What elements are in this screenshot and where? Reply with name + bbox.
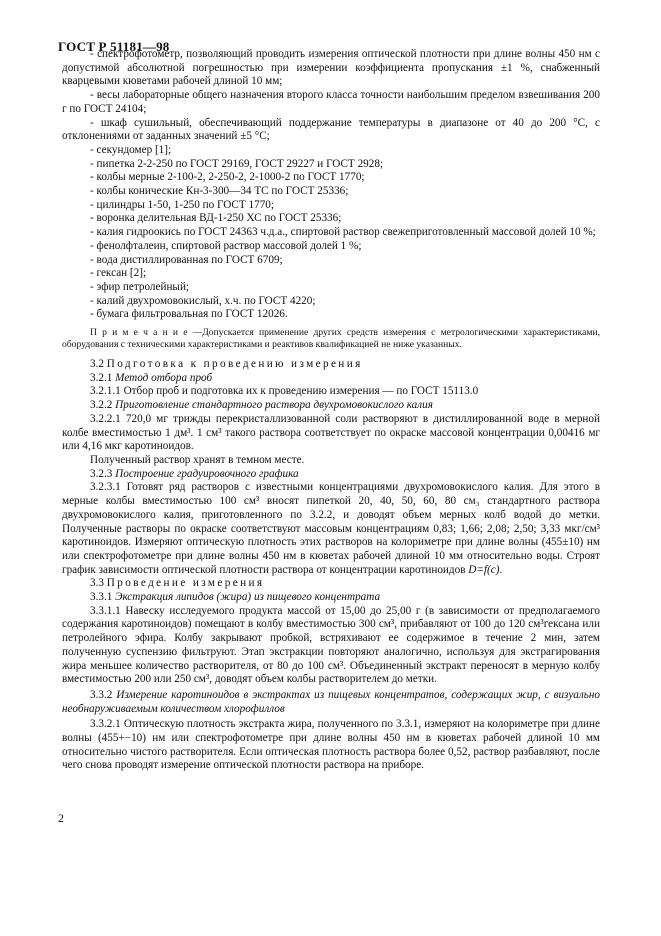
list-item: - колбы мерные 2-100-2, 2-250-2, 2-1000-2 по ГОСТ 1770; (90, 171, 365, 184)
subsection-number: 3.3.2 (90, 688, 117, 701)
subsection-number: 3.2.3 (90, 467, 116, 480)
note-label: П р и м е ч а н и е (90, 327, 188, 339)
section-title: Проведение измерения (106, 577, 265, 590)
subsection-heading-3-2-1 (62, 372, 600, 386)
subsection-title: Метод отбора проб (115, 371, 213, 384)
subsection-title: Построение градуировочного графика (115, 467, 299, 480)
equipment-list (62, 48, 600, 322)
paragraph-end: . (499, 563, 503, 576)
subsection-title: Приготовление стандартного раствора двухромовокислого калия (115, 399, 433, 412)
note-text: —Допускается применение других средств измерения с метрологическими характеристиками, оборудования с техническими характеристиками и реактивов квалификацией не ниже указанных. (62, 327, 601, 350)
subsection-title: Измерение каротиноидов в экстрактах из пищевых концентратов, содержащих жир, с визуально необнаруживаемым количеством хлорофиллов (62, 688, 600, 715)
list-item: - вода дистиллированная по ГОСТ 6709; (90, 253, 283, 266)
list-item: - шкаф сушильный, обеспечивающий поддержание температуры в диапазоне от 40 до 200 °С, с отклонениями от заданных значений ±5 °С; (62, 116, 600, 143)
paragraph-storage: Полученный раствор хранят в темном месте. (90, 453, 305, 466)
formula: D=f(c) (468, 563, 500, 576)
list-item: - секундомер [1]; (90, 143, 172, 156)
list-item: - воронка делительная ВД-1-250 ХС по ГОСТ 25336; (90, 212, 342, 225)
paragraph-text: 3.2.3.1 Готовят ряд растворов с известными концентрациями двухромовокислого калия. Для этого в мерные колбы вместимостью 100 см³ вносят пипеткой 20, 40, 50, 60, 80 см₃ стандартного раствора двухромовокислого калия, приготовленного по 3.2.2, и доводят объем мерных колб водой до метки. Полученные растворы по окраске соответствуют массовым концентрациям 0,83; 1,66; 2,08; 2,50; 3,33 мкг/см³ каротиноидов. Измеряют оптическую плотность этих растворов на колориметре при длине волны (455±10) нм или спектрофотометре при длине волны 450 нм в кюветах рабочей длиной 10 мм относительно воды. Строят график зависимости оптической плотности раствора от концентрации каротиноидов (62, 481, 600, 576)
section-heading-3-3 (62, 577, 600, 591)
section-heading-3-2 (62, 358, 600, 372)
list-item: - фенолфталеин, спиртовой раствор массовой долей 1 %; (90, 239, 362, 252)
paragraph-3-3-1-1: 3.3.1.1 Навеску исследуемого продукта массой от 15,00 до 25,00 г (в зависимости от предполагаемого содержания каротиноидов) помещают в колбу вместимостью 300 см³, прибавляют от 100 до 120 см³гексана или петролейного эфира. Колбу закрывают пробкой, встряхивают ее содержимое в течение 2 мин, затем полученную суспензию фильтруют. Этап экстракции повторяют аналогично, используя для экстрагирования жира меньшее количество растворителя, от 80 до 100 см³. Объединенный экстракт переносят в мерную колбу вместимостью 200 или 250 см³, доводят объем колбы растворителем до метки. (62, 604, 600, 686)
note-paragraph (62, 327, 600, 350)
list-item: - пипетка 2-2-250 по ГОСТ 29169, ГОСТ 29227 и ГОСТ 2928; (90, 157, 384, 170)
page-number: 2 (58, 811, 64, 825)
section-title: Подготовка к проведению измерения (106, 358, 363, 371)
page-content (62, 48, 600, 773)
subsection-heading-3-2-3 (62, 468, 600, 482)
subsection-heading-3-3-2 (62, 689, 600, 716)
list-item: - весы лабораторные общего назначения второго класса точности наибольшим пределом взвешивания 200 г по ГОСТ 24104; (62, 89, 600, 115)
paragraph-3-2-3-1 (62, 481, 600, 577)
list-item: - спектрофотометр, позволяющий проводить измерения оптической плотности при длине волны 450 нм с допустимой абсолютной погрешностью при измерении коэффициента пропускания ±1 %, снабженный кварцевыми кюветами рабочей длиной 10 мм; (62, 48, 600, 88)
subsection-heading-3-3-1 (62, 591, 600, 605)
list-item: - бумага фильтровальная по ГОСТ 12026. (90, 308, 288, 321)
subsection-title: Экстракция липидов (жира) из пищевого концентрата (115, 591, 381, 604)
subsection-number: 3.3.1 (90, 591, 116, 604)
list-item: - калий двухромовокислый, х.ч. по ГОСТ 4220; (90, 294, 316, 307)
standard-header: ГОСТ Р 51181—98 (58, 39, 170, 54)
subsection-number: 3.2.1 (90, 371, 116, 384)
list-item: - цилиндры 1-50, 1-250 по ГОСТ 1770; (90, 198, 275, 211)
paragraph-3-2-2-1: 3.2.2.1 720,0 мг трижды перекристаллизованной соли растворяют в дистиллированной воде в мерной колбе вместимостью 1 дм³. 1 см³ такого раствора соответствует по окраске массовой концентрации 0,00416 мг или 4,16 мкг каротиноидов. (62, 412, 600, 453)
paragraph-3-3-2-1: 3.3.2.1 Оптическую плотность экстракта жира, полученного по 3.3.1, измеряют на колориметре при длине волны (455+−10) нм или спектрофотометре при длине волны 450 нм в кюветах рабочей длиной 10 мм относительно чистого растворителя. Если оптическая плотность раствора более 0,52, раствор разбавляют, после чего снова проводят измерение оптической плотности раствора на приборе. (62, 718, 600, 772)
subsection-number: 3.2.2 (90, 399, 116, 412)
subsection-heading-3-2-2 (62, 399, 600, 413)
section-number: 3.3 (90, 577, 107, 590)
list-item: - колбы конические Кн-3-300—34 ТС по ГОСТ 25336; (90, 185, 349, 198)
section-number: 3.2 (90, 358, 107, 371)
paragraph-3-2-1-1: 3.2.1.1 Отбор проб и подготовка их к проведению измерения — по ГОСТ 15113.0 (90, 385, 479, 398)
list-item: - калия гидроокись по ГОСТ 24363 ч.д.а., спиртовой раствор свежеприготовленный массовой долей 10 %; (90, 226, 596, 239)
list-item: - эфир петролейный; (90, 280, 190, 293)
list-item: - гексан [2]; (90, 267, 147, 280)
